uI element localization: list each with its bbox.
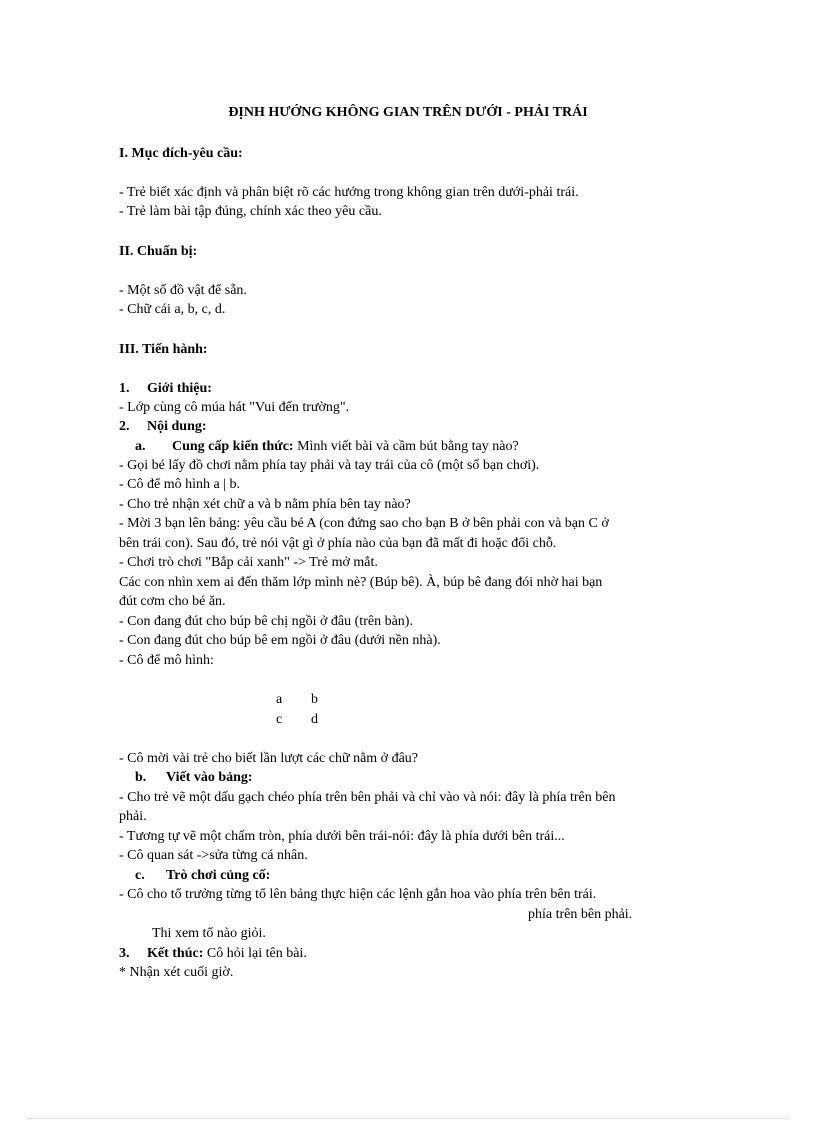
- sub-a-heading: Cung cấp kiến thức:: [172, 439, 294, 454]
- writing-line-3: - Tương tự vẽ một chấm tròn, phía dưới bên trái-nói: đây là phía dưới bên trái...: [119, 829, 565, 844]
- content-line-11: - Cô để mô hình:: [119, 653, 214, 668]
- game-line-1: - Cô cho tổ trưởng từng tổ lên bảng thực hiện các lệnh gắn hoa vào phía trên bên trái.: [119, 887, 597, 902]
- item-2-number: 2.: [119, 419, 130, 434]
- model-letter-c: c: [276, 712, 283, 727]
- content-line-8: đút cơm cho bé ăn.: [119, 594, 226, 609]
- sub-c-heading: Trò chơi củng cố:: [166, 868, 271, 883]
- sub-a-line: [172, 438, 519, 456]
- game-line-3: Thi xem tổ nào giỏi.: [152, 926, 266, 941]
- item-1-heading: Giới thiệu:: [147, 381, 212, 396]
- model-letter-b: b: [311, 692, 318, 707]
- sub-b-heading: Viết vào bảng:: [166, 770, 253, 785]
- section-2-heading: II. Chuẩn bị:: [119, 244, 198, 259]
- content-line-2: - Cô để mô hình a | b.: [119, 477, 241, 492]
- content-line-1: - Gọi bé lấy đồ chơi nằm phía tay phải và tay trái của cô (một số bạn chơi).: [119, 458, 540, 473]
- final-note: * Nhận xét cuối giờ.: [119, 965, 234, 980]
- sub-a-text: Mình viết bài và cầm bút bằng tay nào?: [297, 439, 519, 454]
- writing-line-4: - Cô quan sát ->sửa từng cá nhân.: [119, 848, 308, 863]
- content-line-5: bên trái con). Sau đó, trẻ nói vật gì ở phía nào của bạn đã mất đi hoặc đổi chỗ.: [119, 536, 557, 551]
- item-3-heading: Kết thúc:: [147, 946, 204, 961]
- item-1-number: 1.: [119, 381, 130, 396]
- content-line-4: - Mời 3 bạn lên bảng: yêu cầu bé A (con đứng sao cho bạn B ở bên phải con và bạn C ở: [119, 516, 609, 531]
- section-1-heading: I. Mục đích-yêu cầu:: [119, 146, 243, 161]
- item-3-number: 3.: [119, 946, 130, 961]
- game-line-2: phía trên bên phải.: [528, 907, 633, 922]
- model-letter-a: a: [276, 692, 283, 707]
- model-letter-d: d: [311, 712, 318, 727]
- item-3-text: Cô hỏi lại tên bài.: [206, 946, 307, 961]
- content-line-10: - Con đang đút cho búp bê em ngồi ở đâu (dưới nền nhà).: [119, 633, 441, 648]
- sub-a-label: a.: [135, 439, 146, 454]
- document-title: ĐỊNH HƯỚNG KHÔNG GIAN TRÊN DƯỚI - PHẢI TRÁI: [228, 105, 588, 120]
- writing-line-1: - Cho trẻ vẽ một dấu gạch chéo phía trên bên phải và chỉ vào và nói: đây là phía trên bên: [119, 790, 616, 805]
- content-line-9: - Con đang đút cho búp bê chị ngồi ở đâu (trên bàn).: [119, 614, 413, 629]
- section-3-heading: III. Tiến hành:: [119, 342, 208, 357]
- section-2-line-1: - Một số đồ vật để sẵn.: [119, 283, 247, 298]
- item-2-heading: Nội dung:: [147, 419, 207, 434]
- sub-b-label: b.: [135, 770, 147, 785]
- page-bottom-border: [28, 1118, 788, 1119]
- sub-c-label: c.: [135, 868, 145, 883]
- section-1-line-2: - Trẻ làm bài tập đúng, chính xác theo yêu cầu.: [119, 204, 382, 219]
- item-3-line: [147, 945, 307, 963]
- item-1-line: - Lớp cùng cô múa hát "Vui đến trường".: [119, 400, 350, 415]
- after-model-line: - Cô mời vài trẻ cho biết lần lượt các chữ nằm ở đâu?: [119, 751, 419, 766]
- content-line-3: - Cho trẻ nhận xét chữ a và b nằm phía bên tay nào?: [119, 497, 411, 512]
- content-line-7: Các con nhìn xem ai đến thăm lớp mình nè? (Búp bê). À, búp bê đang đói nhờ hai bạn: [119, 575, 603, 590]
- writing-line-2: phải.: [119, 809, 147, 824]
- section-2-line-2: - Chữ cái a, b, c, d.: [119, 302, 226, 317]
- section-1-line-1: - Trẻ biết xác định và phân biệt rõ các hướng trong không gian trên dưới-phải trái.: [119, 185, 579, 200]
- content-line-6: - Chơi trò chơi "Bắp cải xanh" -> Trẻ mở mắt.: [119, 555, 378, 570]
